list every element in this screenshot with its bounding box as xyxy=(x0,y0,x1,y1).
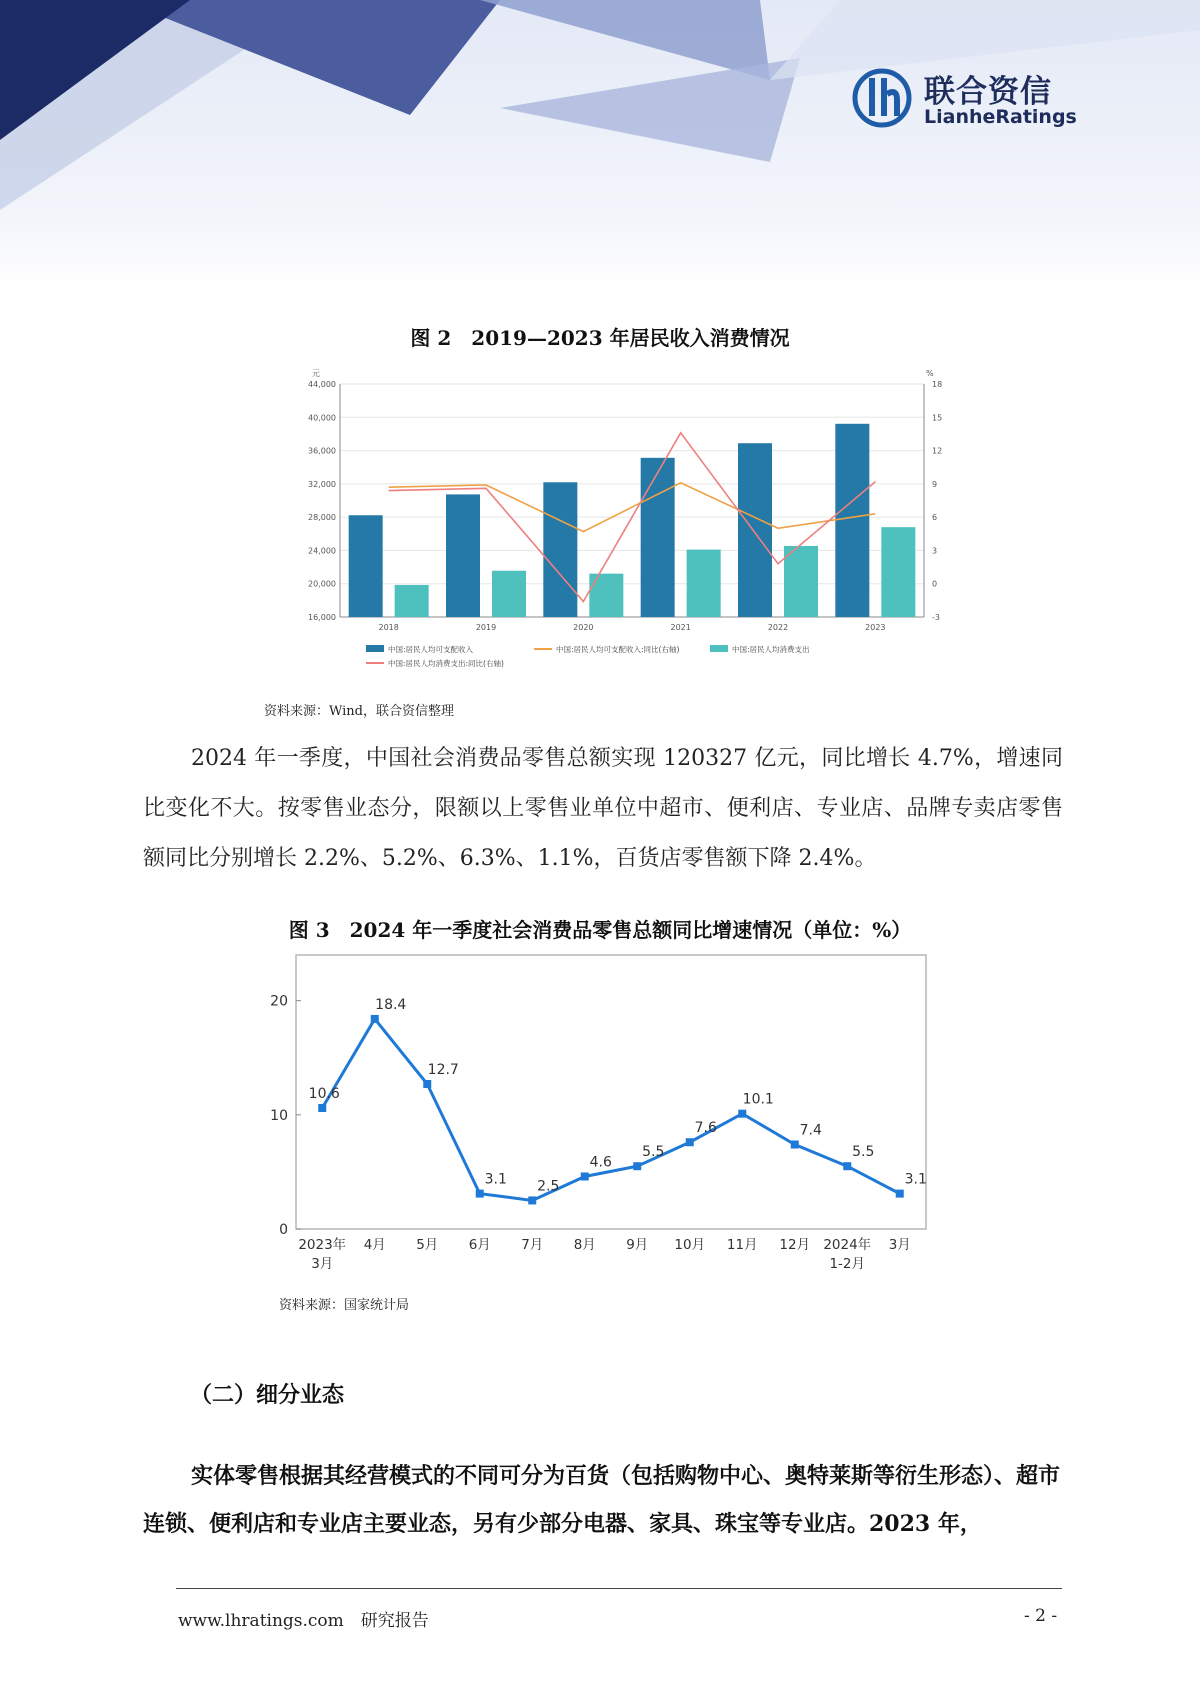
bar-consumption xyxy=(784,546,818,617)
left-axis-tick-label: 28,000 xyxy=(308,513,336,523)
y-axis-tick-label: 10 xyxy=(270,1107,288,1124)
figure3-source: 资料来源：国家统计局 xyxy=(279,1298,410,1313)
logo-mark-icon xyxy=(852,68,916,132)
x-axis-tick-label: 2020 xyxy=(573,623,594,632)
x-axis-tick-label: 5月 xyxy=(416,1237,439,1253)
data-point xyxy=(371,1015,379,1023)
figure2-title: 图 2 2019—2023 年居民收入消费情况 xyxy=(410,326,790,350)
x-axis-tick-label: 3月 xyxy=(311,1256,334,1272)
data-point xyxy=(791,1141,799,1149)
data-point xyxy=(318,1104,326,1112)
right-axis-tick-label: 0 xyxy=(932,579,938,589)
data-point xyxy=(843,1162,851,1170)
bar-income xyxy=(835,424,869,617)
bar-income xyxy=(543,482,577,617)
right-axis-tick-label: -3 xyxy=(932,613,940,622)
bar-consumption xyxy=(395,585,429,617)
bar-income xyxy=(446,494,480,617)
data-point xyxy=(476,1190,484,1198)
footer-divider xyxy=(176,1588,1062,1589)
data-label: 4.6 xyxy=(589,1154,612,1171)
x-axis-tick-label: 2023年 xyxy=(298,1237,347,1253)
data-point xyxy=(581,1172,589,1180)
left-axis-tick-label: 36,000 xyxy=(308,446,336,456)
figure3-chart xyxy=(258,950,938,1280)
data-label: 10.6 xyxy=(308,1085,340,1102)
left-axis-tick-label: 16,000 xyxy=(308,613,336,622)
data-point xyxy=(423,1080,431,1088)
paragraph-text: 实体零售根据其经营模式的不同可分为百货（包括购物中心、奥特莱斯等衍生形态）、超市连锁、便利店和专业店主要业态，另有少部分电器、家具、珠宝等专业店。2023 年， xyxy=(143,1463,1061,1537)
x-axis-tick-label: 2018 xyxy=(378,623,399,632)
paragraph-retail-sales xyxy=(143,734,1063,884)
x-axis-tick-label: 3月 xyxy=(888,1237,911,1253)
bar-income xyxy=(349,515,383,617)
left-axis-tick-label: 20,000 xyxy=(308,579,336,589)
legend-swatch xyxy=(710,645,728,652)
left-axis-tick-label: 32,000 xyxy=(308,479,336,489)
data-point xyxy=(896,1190,904,1198)
y-axis-tick-label: 20 xyxy=(270,993,288,1010)
legend-label: 中国:居民人均消费支出 xyxy=(732,645,810,654)
figure2-source: 资料来源：Wind，联合资信整理 xyxy=(264,704,454,719)
bar-income xyxy=(738,443,772,617)
legend-label: 中国:居民人均可支配收入 xyxy=(388,645,474,654)
page-number: - 2 - xyxy=(1024,1606,1058,1626)
data-label: 2.5 xyxy=(537,1178,560,1195)
company-logo xyxy=(852,66,1077,136)
legend-swatch xyxy=(366,645,384,652)
data-point xyxy=(528,1196,536,1204)
bar-income xyxy=(641,458,675,617)
legend-label: 中国:居民人均消费支出:同比(右轴) xyxy=(388,659,504,668)
section-title: （二）细分业态 xyxy=(190,1383,345,1408)
x-axis-tick-label: 4月 xyxy=(363,1237,386,1253)
x-axis-tick-label: 11月 xyxy=(726,1237,758,1253)
paragraph-text: 2024 年一季度，中国社会消费品零售总额实现 120327 亿元，同比增长 4.7%，增速同比变化不大。按零售业态分，限额以上零售业单位中超市、便利店、专业店、品牌专卖店零售额同比分别增长 2.2%、5.2%、6.3%、1.1%，百货店零售额下降 2.4%。 xyxy=(143,746,1063,871)
x-axis-tick-label: 9月 xyxy=(626,1237,649,1253)
data-label: 7.6 xyxy=(694,1120,717,1137)
data-point xyxy=(686,1138,694,1146)
figure2-chart xyxy=(296,364,946,676)
header-banner xyxy=(0,0,1200,290)
x-axis-tick-label: 2021 xyxy=(670,623,691,632)
left-axis-tick-label: 24,000 xyxy=(308,546,336,556)
x-axis-tick-label: 1-2月 xyxy=(829,1256,866,1272)
decorative-banner xyxy=(0,0,1200,290)
right-axis-tick-label: 6 xyxy=(932,513,938,523)
x-axis-tick-label: 7月 xyxy=(521,1237,544,1253)
right-axis-tick-label: 3 xyxy=(932,546,938,556)
x-axis-tick-label: 12月 xyxy=(779,1237,811,1253)
right-axis-tick-label: 9 xyxy=(932,479,938,489)
data-point xyxy=(633,1162,641,1170)
data-label: 5.5 xyxy=(852,1144,875,1161)
bar-consumption xyxy=(492,571,526,617)
right-axis-unit: % xyxy=(926,369,934,378)
y-axis-tick-label: 0 xyxy=(279,1222,288,1238)
x-axis-tick-label: 6月 xyxy=(468,1237,491,1253)
bar-consumption xyxy=(589,574,623,617)
logo-text-en: LianheRatings xyxy=(924,106,1077,128)
data-label: 18.4 xyxy=(375,996,407,1013)
figure3-title: 图 3 2024 年一季度社会消费品零售总额同比增速情况（单位：%） xyxy=(288,918,912,942)
data-label: 5.5 xyxy=(642,1144,665,1161)
x-axis-tick-label: 2024年 xyxy=(823,1237,872,1253)
data-label: 3.1 xyxy=(484,1171,507,1188)
x-axis-tick-label: 2023 xyxy=(865,623,886,632)
data-label: 10.1 xyxy=(742,1091,774,1108)
data-label: 12.7 xyxy=(427,1062,459,1079)
bar-consumption xyxy=(687,550,721,617)
x-axis-tick-label: 10月 xyxy=(674,1237,706,1253)
x-axis-tick-label: 8月 xyxy=(573,1237,596,1253)
legend-label: 中国:居民人均可支配收入:同比(右轴) xyxy=(556,645,680,654)
paragraph-formats xyxy=(143,1452,1078,1548)
x-axis-tick-label: 2019 xyxy=(475,623,497,632)
logo-text-cn: 联合资信 xyxy=(924,74,1052,110)
right-axis-tick-label: 18 xyxy=(932,380,943,389)
bar-consumption xyxy=(881,527,915,617)
footer-site: www.lhratings.com 研究报告 xyxy=(178,1611,429,1631)
right-axis-tick-label: 15 xyxy=(932,413,943,423)
left-axis-tick-label: 44,000 xyxy=(308,380,336,389)
left-axis-tick-label: 40,000 xyxy=(308,413,336,423)
right-axis-tick-label: 12 xyxy=(932,446,943,456)
left-axis-unit: 元 xyxy=(312,369,320,378)
x-axis-tick-label: 2022 xyxy=(767,623,789,632)
data-label: 7.4 xyxy=(799,1122,822,1139)
data-point xyxy=(738,1110,746,1118)
data-label: 3.1 xyxy=(904,1171,927,1188)
